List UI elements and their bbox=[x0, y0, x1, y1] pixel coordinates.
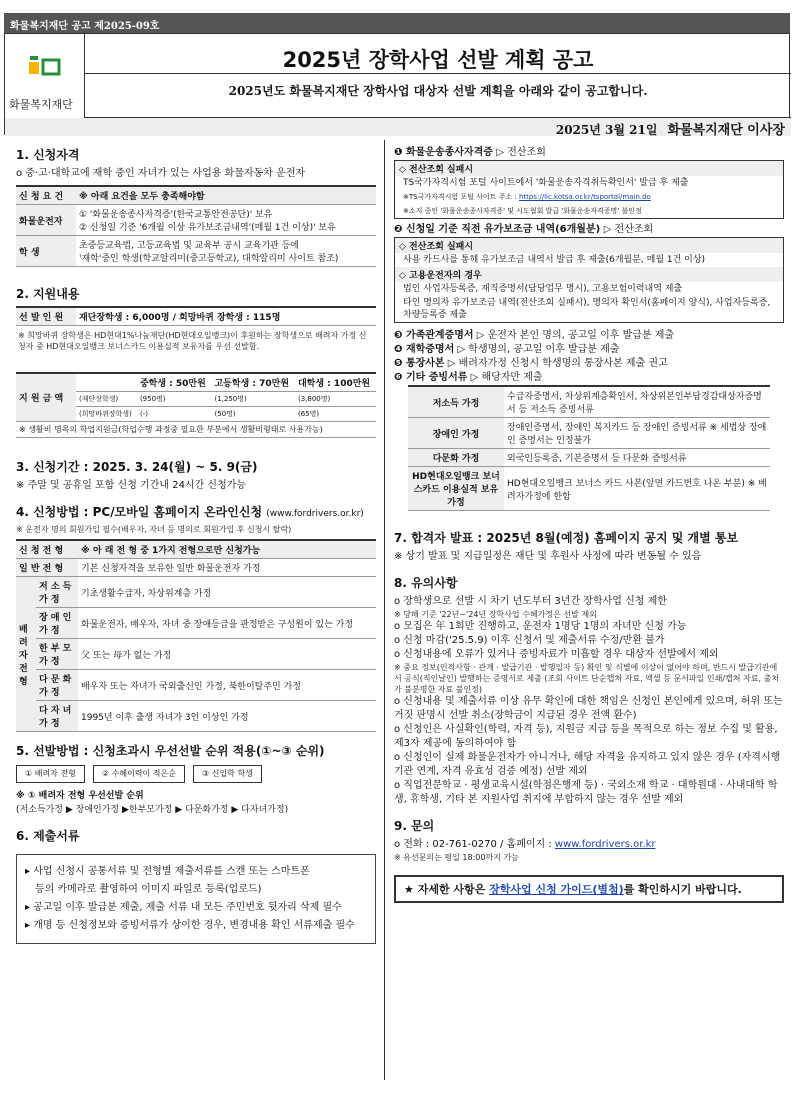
note-item: o 신청내용에 오류가 있거나 증빙자료가 미흡할 경우 대상자 선발에서 제외 bbox=[394, 649, 719, 660]
s7-note: ※ 상기 발표 및 지급일정은 재단 및 후원사 사정에 따라 변동될 수 있음 bbox=[394, 551, 702, 562]
s3-note: ※ 주말 및 공휴일 포함 신청 기간내 24시간 신청가능 bbox=[16, 480, 247, 491]
issuer: 화물복지재단 이사장 bbox=[667, 123, 785, 138]
s7-heading: 7. 합격자 발표 : 2025년 8월(예정) 홈페이지 공지 및 개별 통보 bbox=[394, 531, 739, 545]
note-item: ※ 당해 기준 '22년~'24년 장학사업 수혜가정은 선발 제외 bbox=[394, 610, 597, 619]
doc2: ❷ 신청일 기준 직전 유가보조금 내역(6개월분) ▷ 전산조회 bbox=[394, 224, 654, 235]
notice-date: 2025년 3월 21일 bbox=[555, 123, 658, 137]
s8-heading: 8. 유의사항 bbox=[394, 576, 458, 590]
priority-3: ③ 신입학 학생 bbox=[193, 765, 262, 783]
etc-table: 저소득 가정 수급자증명서, 차상위계층확인서, 차상위본인부담경감대상자증명서 등 저소득 증빙서류 장애인 가정 장애인증명서, 장애인 복지카드 등 장애인 증빙서류 ※ 세법상 장애인 증명서는 인정불가 다문화 가정 외국인등록증, 기본증명서 등 다문화 증빙서류 HD현대오일뱅크 보너스카드 이용실적 보유 가정 HD현대오일뱅크 보너스 카드 사본(앞면 카드번호 나온 부분) ※ 배려자가정에 한함 bbox=[408, 385, 770, 511]
doc5: ❺ 통장사본 ▷ 배려자가정 신청시 학생명의 통장사본 제출 권고 bbox=[394, 358, 668, 369]
guide-link[interactable]: 장학사업 신청 가이드(별첨) bbox=[489, 883, 624, 896]
note-item: o 장학생으로 선발 시 차기 년도부터 3년간 장학사업 신청 제한 bbox=[394, 596, 667, 607]
contact-hours: ※ 유선문의는 평일 18:00까지 가능 bbox=[394, 853, 519, 862]
doc1-box: ◇ 전산조회 실패시 TS국가자격시험 포털 사이트에서 '화물운송자격취득확인서' 발급 후 제출 ※TS국가자격시험 포털 사이트 주소 : https://lic.kotsa.or.kr/tsportal/main.do ※소지 중인 '화물운송종사자격증' 및 시도협회 발급 '화물운송자격증명' 불인정 bbox=[394, 160, 784, 219]
header bbox=[4, 33, 790, 138]
tsportal-link[interactable]: https://lic.kotsa.or.kr/tsportal/main.do bbox=[518, 193, 651, 201]
s4-heading: 4. 신청방법 : PC/모바일 홈페이지 온라인신청 (www.fordrivers.or.kr) bbox=[16, 505, 364, 519]
s5-note1: ※ ① 배려자 전형 우선선발 순위 bbox=[16, 791, 144, 801]
page-title: 2025년 장학사업 선발 계획 공고 bbox=[85, 34, 791, 74]
priority-2: ② 수혜이력이 적은순 bbox=[93, 765, 185, 783]
org-logo bbox=[5, 34, 85, 118]
s1-intro: o 중·고·대학교에 재학 중인 자녀가 있는 사업용 화물자동차 운전자 bbox=[16, 168, 306, 179]
doc4: ❹ 재학증명서 ▷ 학생명의, 공고일 이후 발급분 제출 bbox=[394, 344, 620, 355]
doc1: ❶ 화물운송종사자격증 ▷ 전산조회 bbox=[394, 147, 546, 158]
contact-line: o 전화 : 02-761-0270 / 홈페이지 : www.fordrivers.or.kr bbox=[394, 839, 656, 850]
note-item: o 신청인이 실제 화물운전자가 아니거나, 해당 자격을 유지하고 있지 않은 경우 (자격시행기관 연계, 자격 유효성 검증 예정) 선발 제외 bbox=[394, 752, 781, 777]
s2-select-table: 선 발 인 원 재단장학생 : 6,000명 / 희망바퀴 장학생 : 115명 bbox=[16, 306, 376, 326]
note-item: o 신청 마감('25.5.9) 이후 신청서 및 제출서류 수정/반환 불가 bbox=[394, 635, 665, 646]
s1-table: 신 청 요 건 ※ 아래 요건을 모두 충족해야함 화물운전자 ① '화물운송종사자격증'(한국교통안전공단)' 보유 ② 신청일 기준 '6개월 이상 유가보조금내역'(매월 1건 이상)' 보유 학 생 초중등교육법, 고등교육법 및 교육부 공시 교육기관 등에 '재학'중인 학생(학교알리미(중고등학교), 대학알리미 사이트 참조) bbox=[16, 185, 376, 267]
logo-icon bbox=[27, 54, 63, 76]
site-link[interactable]: www.fordrivers.or.kr bbox=[554, 839, 656, 850]
s6-box: ▸ 사업 신청시 공통서류 및 전형별 제출서류를 스캔 또는 스마트폰 등의 카메라로 촬영하여 이미지 파일로 등록(업로드) ▸ 공고일 이후 발급분 제출, 제출 서류 내 모든 주민번호 뒷자리 삭제 필수 ▸ 개명 등 신청정보와 증빙서류가 상이한 경우, 변경내용 확인 서류제출 필수 bbox=[16, 854, 376, 944]
s5-heading: 5. 선발방법 : 신청초과시 우선선발 순위 적용(①~③ 순위) bbox=[16, 744, 325, 758]
s2-note: ※ 희망바퀴 장학생은 HD현대1%나눔재단(HD현대오일뱅크)이 후원하는 장학생으로 배려자 가정 신청자 중 HD현대오일뱅크 보너스카드 이용실적 보유자를 우선 선발함. bbox=[18, 331, 367, 351]
priority-boxes bbox=[16, 765, 376, 783]
guide-box: ★ 자세한 사항은 장학사업 신청 가이드(별첨)를 확인하시기 바랍니다. bbox=[394, 875, 784, 903]
note-item: o 신청내용 및 제출서류 이상 유무 확인에 대한 책임은 신청인 본인에게 있으며, 허위 또는 거짓 판명시 선발 취소(장학금이 지급된 경우 전액 환수) bbox=[394, 696, 783, 721]
note-item: o 모집은 年 1회만 진행하고, 운전자 1명당 1명의 자녀만 신청 가능 bbox=[394, 621, 687, 632]
left-column bbox=[16, 140, 376, 944]
column-divider bbox=[384, 140, 385, 1080]
s4-note: ※ 운전자 명의 회원가입 필수(배우자, 자녀 등 명의로 회원가입 후 신청시 탈락) bbox=[16, 525, 292, 534]
date-line bbox=[5, 118, 791, 136]
page-subtitle: 2025년도 화물복지재단 장학사업 대상자 선발 계획을 아래와 같이 공고합니다. bbox=[85, 74, 791, 118]
s2-amount-table: 지 원 금 액 중학생 : 50만원 고등학생 : 70만원 대학생 : 100만원 (재단장학생) (950명) (1,250명) (3,800명) (희망바퀴장학생) (-) (50명) (65명) ※ 생활비 명목의 학업지원금(학업수행 과정중 필요한 부분에서 생활비형태로 사용가능) bbox=[16, 372, 376, 438]
doc2-box: ◇ 전산조회 실패시 사용 카드사를 통해 유가보조금 내역서 발급 후 제출(6개월분, 매월 1건 이상) ◇ 고용운전자의 경우 법인 사업자등록증, 재직증명서(담당업무 명시), 고용보험이력내역 제출 타인 명의자 유가보조금 내역(전산조회 실패시), 명의자 확인서(홈페이지 양식), 사업자등록증, 차량등록증 제출 bbox=[394, 237, 784, 323]
s6-heading: 6. 제출서류 bbox=[16, 829, 80, 843]
s9-heading: 9. 문의 bbox=[394, 819, 435, 833]
s3-heading: 3. 신청기간 : 2025. 3. 24(월) ~ 5. 9(금) bbox=[16, 460, 258, 474]
note-small: ※ 중요 정보(인적사항 · 관계 · 발급기관 · 발행일자 등) 확인 및 식별에 이상이 없어야 하며, 반드시 발급기관에서 공식(직인날인) 발행하는 증명서로 제출 (조회 사이트 단순캡쳐 자료, 액셀 등 문서파일 인쇄/캡쳐 자료, 출처가 불분명한 자료 불인정) bbox=[394, 663, 780, 694]
priority-1: ① 배려자 전형 bbox=[16, 765, 85, 783]
s5-note2: (저소득가정 ▶ 장애인가정 ▶한부모가정 ▶ 다문화가정 ▶ 다자녀가정) bbox=[16, 805, 289, 815]
note-item: o 신청인은 사실확인(학력, 자격 등), 지원금 지급 등을 목적으로 하는 정보 수집 및 활용, 제3자 제공에 동의하여야 함 bbox=[394, 724, 778, 749]
s2-heading: 2. 지원내용 bbox=[16, 287, 80, 301]
note-item: o 직업전문학교 · 평생교육시설(학점은행제 등) · 국외소재 학교 · 대학원대 · 사내대학 학생, 휴학생, 기타 본 지원사업 취지에 부합하지 않는 경우 선발 제외 bbox=[394, 780, 778, 805]
doc3: ❸ 가족관계증명서 ▷ 운전자 본인 명의, 공고일 이후 발급분 제출 bbox=[394, 330, 675, 341]
s1-heading: 1. 신청자격 bbox=[16, 148, 80, 162]
doc6: ❻ 기타 증빙서류 ▷ 해당자만 제출 bbox=[394, 372, 543, 383]
notice-number: 화물복지재단 공고 제2025-09호 bbox=[4, 13, 790, 33]
s4-table: 신 청 전 형 ※ 아 래 전 형 중 1가지 전형으로만 신청가능 일 반 전 형 기본 신청자격을 보유한 일반 화물운전자 가정 배려자전형 저 소 득 가 정 기초생활수급자, 차상위계층 가정 장 애 인 가 정 화물운전자, 배우자, 자녀 중 장애등급을 판정받은 구성원이 있는 가정 한 부 모 가 정 父 또는 母가 없는 가정 다 문 화 가 정 배우자 또는 자녀가 국외출신인 가정, 북한이탈주민 가정 다 자 녀 가 정 1995년 이후 출생 자녀가 3인 이상인 가정 bbox=[16, 539, 376, 732]
org-name: 화물복지재단 bbox=[9, 98, 73, 111]
right-column bbox=[394, 140, 784, 903]
